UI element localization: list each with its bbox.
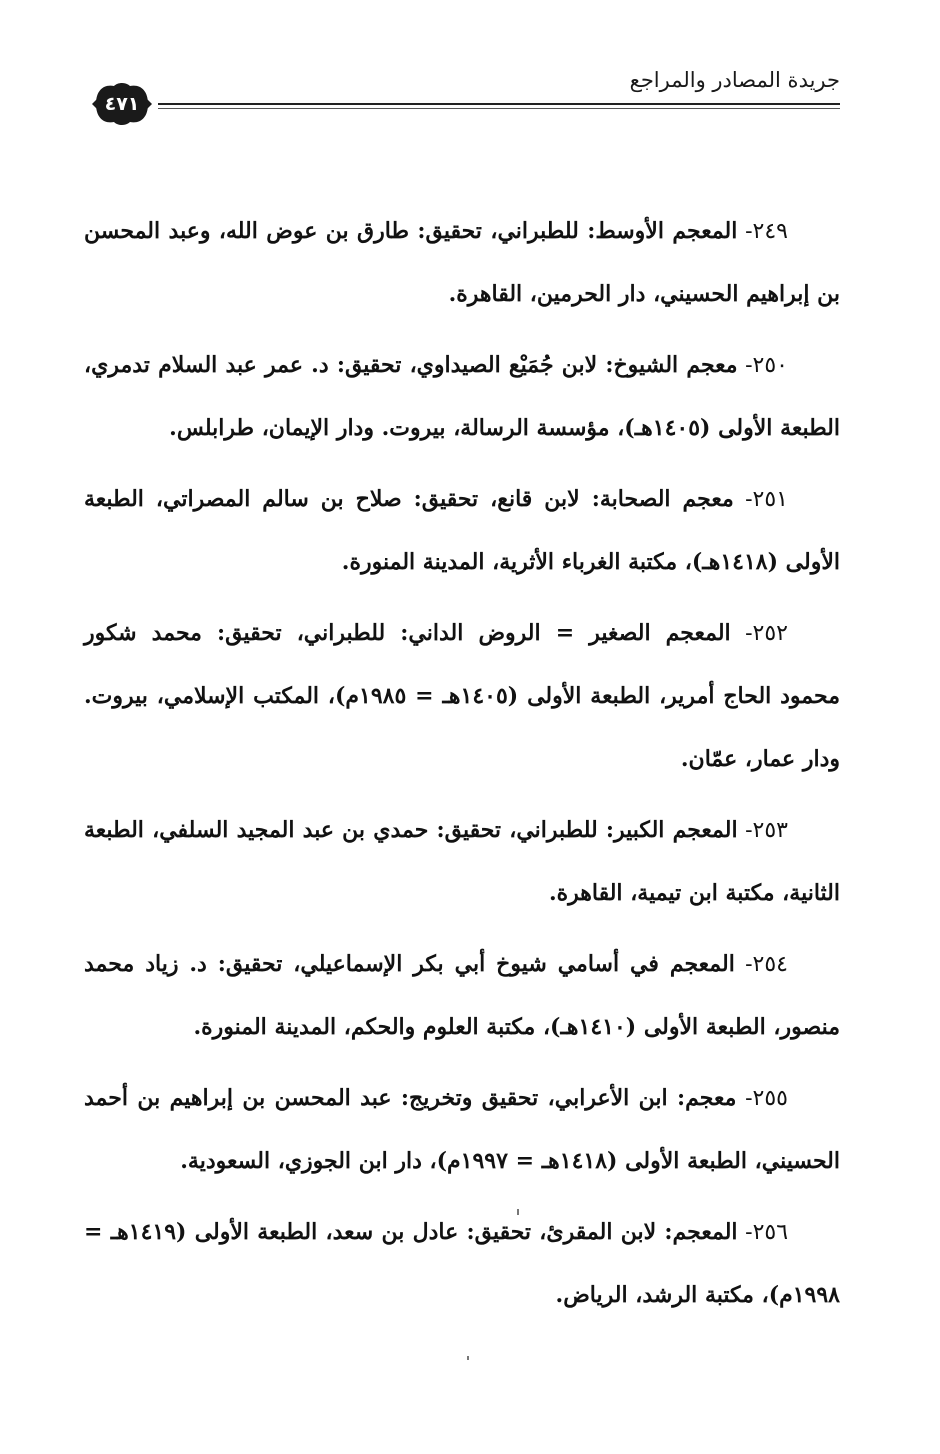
entry-number: ٢٥٤- [745, 952, 788, 977]
entry-number: ٢٤٩- [745, 219, 788, 244]
entry-text: المعجم الصغير = الروض الداني: للطبراني، تحقيق: محمد شكور محمود الحاج أمرير، الطبعة الأولى (١٤٠٥هـ = ١٩٨٥م)، المكتب الإسلامي، بيروت. ودار عمار، عمّان. [84, 620, 840, 772]
entry-text: معجم الشيوخ: لابن جُمَيْع الصيداوي، تحقيق: د. عمر عبد السلام تدمري، الطبعة الأولى (١٤٠٥هـ)، مؤسسة الرسالة، بيروت. ودار الإيمان، طرابلس. [84, 352, 840, 441]
header-rule-thin [158, 108, 840, 109]
running-title: جريدة المصادر والمراجع [629, 68, 840, 92]
entry-number: ٢٥٥- [745, 1086, 788, 1111]
bibliography-entry [84, 799, 840, 925]
scan-speck [517, 1209, 519, 1215]
page-number: ٤٧١ [104, 93, 140, 115]
page-number-badge [90, 78, 154, 130]
bibliography-entry [84, 1067, 840, 1193]
bibliography-entry [84, 334, 840, 460]
header-rule [158, 103, 840, 105]
scan-speck [467, 1356, 469, 1360]
page-header [88, 60, 840, 130]
entry-text: معجم الصحابة: لابن قانع، تحقيق: صلاح بن سالم المصراتي، الطبعة الأولى (١٤١٨هـ)، مكتبة الغرباء الأثرية، المدينة المنورة. [84, 486, 840, 575]
bibliography-entry [84, 602, 840, 791]
bibliography-entry [84, 1201, 840, 1327]
entry-text: المعجم الأوسط: للطبراني، تحقيق: طارق بن عوض الله، وعبد المحسن بن إبراهيم الحسيني، دار الحرمين، القاهرة. [84, 218, 840, 307]
entry-number: ٢٥٠- [745, 353, 788, 378]
bibliography-entry [84, 200, 840, 326]
entry-number: ٢٥٣- [745, 818, 788, 843]
entry-text: معجم: ابن الأعرابي، تحقيق وتخريج: عبد المحسن بن إبراهيم بن أحمد الحسيني، الطبعة الأولى (١٤١٨هـ = ١٩٩٧م)، دار ابن الجوزي، السعودية. [84, 1085, 840, 1174]
entry-text: المعجم: لابن المقرئ، تحقيق: عادل بن سعد، الطبعة الأولى (١٤١٩هـ = ١٩٩٨م)، مكتبة الرشد، الرياض. [84, 1219, 840, 1308]
entry-text: المعجم الكبير: للطبراني، تحقيق: حمدي بن عبد المجيد السلفي، الطبعة الثانية، مكتبة ابن تيمية، القاهرة. [84, 817, 840, 906]
entry-number: ٢٥٦- [745, 1220, 789, 1245]
bibliography-entry [84, 933, 840, 1059]
bibliography-entry [84, 468, 840, 594]
entry-number: ٢٥١- [745, 487, 788, 512]
entry-text: المعجم في أسامي شيوخ أبي بكر الإسماعيلي، تحقيق: د. زياد محمد منصور، الطبعة الأولى (١٤١٠هـ)، مكتبة العلوم والحكم، المدينة المنورة. [84, 951, 840, 1040]
bibliography-list [84, 200, 840, 1335]
entry-number: ٢٥٢- [745, 621, 788, 646]
